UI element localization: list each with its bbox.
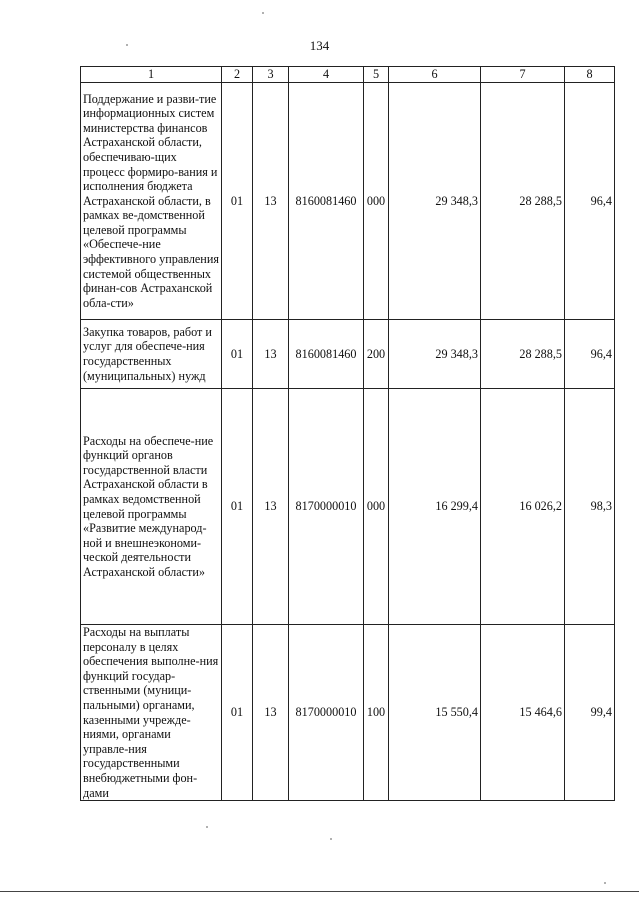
table-row xyxy=(81,83,615,320)
header-cell: 2 xyxy=(222,67,253,83)
scan-bottom-edge xyxy=(0,891,639,892)
section-code: 01 xyxy=(222,625,253,801)
actual-amount: 28 288,5 xyxy=(481,83,565,320)
subsection-code: 13 xyxy=(253,320,289,389)
expense-type-code: 200 xyxy=(364,320,389,389)
table-row xyxy=(81,320,615,389)
execution-percent: 96,4 xyxy=(565,320,615,389)
actual-amount: 28 288,5 xyxy=(481,320,565,389)
scan-speck xyxy=(262,12,264,14)
row-description: Закупка товаров, работ и услуг для обеспече-ния государственных (муниципальных) нужд xyxy=(81,320,222,389)
scan-speck xyxy=(126,44,128,46)
section-code: 01 xyxy=(222,83,253,320)
actual-amount: 16 026,2 xyxy=(481,389,565,625)
plan-amount: 29 348,3 xyxy=(389,83,481,320)
execution-percent: 96,4 xyxy=(565,83,615,320)
actual-amount: 15 464,6 xyxy=(481,625,565,801)
section-code: 01 xyxy=(222,389,253,625)
subsection-code: 13 xyxy=(253,389,289,625)
table-row xyxy=(81,625,615,801)
target-article-code: 8170000010 xyxy=(289,389,364,625)
row-description: Расходы на обеспече-ние функций органов государственной власти Астраханской области в рамках ведомственной целевой программы «Развитие международ-ной и внешнеэкономи-ческой деятельности Астраханской области» xyxy=(81,389,222,625)
plan-amount: 29 348,3 xyxy=(389,320,481,389)
expense-type-code: 000 xyxy=(364,83,389,320)
row-description: Поддержание и разви-тие информационных систем министерства финансов Астраханской области, обеспечиваю-щих процесс формиро-вания и исполнения бюджета Астраханской области, в рамках ве-домственной целевой программы «Обеспече-ние эффективного управления системой общественных финан-сов Астраханской обла-сти» xyxy=(81,83,222,320)
budget-table xyxy=(80,66,615,801)
header-cell: 5 xyxy=(364,67,389,83)
scan-speck xyxy=(206,826,208,828)
subsection-code: 13 xyxy=(253,83,289,320)
subsection-code: 13 xyxy=(253,625,289,801)
table-row xyxy=(81,389,615,625)
header-cell: 1 xyxy=(81,67,222,83)
header-cell: 7 xyxy=(481,67,565,83)
expense-type-code: 000 xyxy=(364,389,389,625)
row-description: Расходы на выплаты персоналу в целях обеспечения выполне-ния функций государ-ственными (муници-пальными) органами, казенными учрежде-ниями, органами управле-ния государственными внебюджетными фон-дами xyxy=(81,625,222,801)
expense-type-code: 100 xyxy=(364,625,389,801)
header-row xyxy=(81,67,615,83)
header-cell: 3 xyxy=(253,67,289,83)
header-cell: 4 xyxy=(289,67,364,83)
target-article-code: 8160081460 xyxy=(289,320,364,389)
execution-percent: 98,3 xyxy=(565,389,615,625)
plan-amount: 16 299,4 xyxy=(389,389,481,625)
section-code: 01 xyxy=(222,320,253,389)
header-cell: 8 xyxy=(565,67,615,83)
execution-percent: 99,4 xyxy=(565,625,615,801)
target-article-code: 8170000010 xyxy=(289,625,364,801)
plan-amount: 15 550,4 xyxy=(389,625,481,801)
header-cell: 6 xyxy=(389,67,481,83)
page-number: 134 xyxy=(309,38,330,53)
scan-speck xyxy=(330,838,332,840)
scan-speck xyxy=(604,882,606,884)
target-article-code: 8160081460 xyxy=(289,83,364,320)
